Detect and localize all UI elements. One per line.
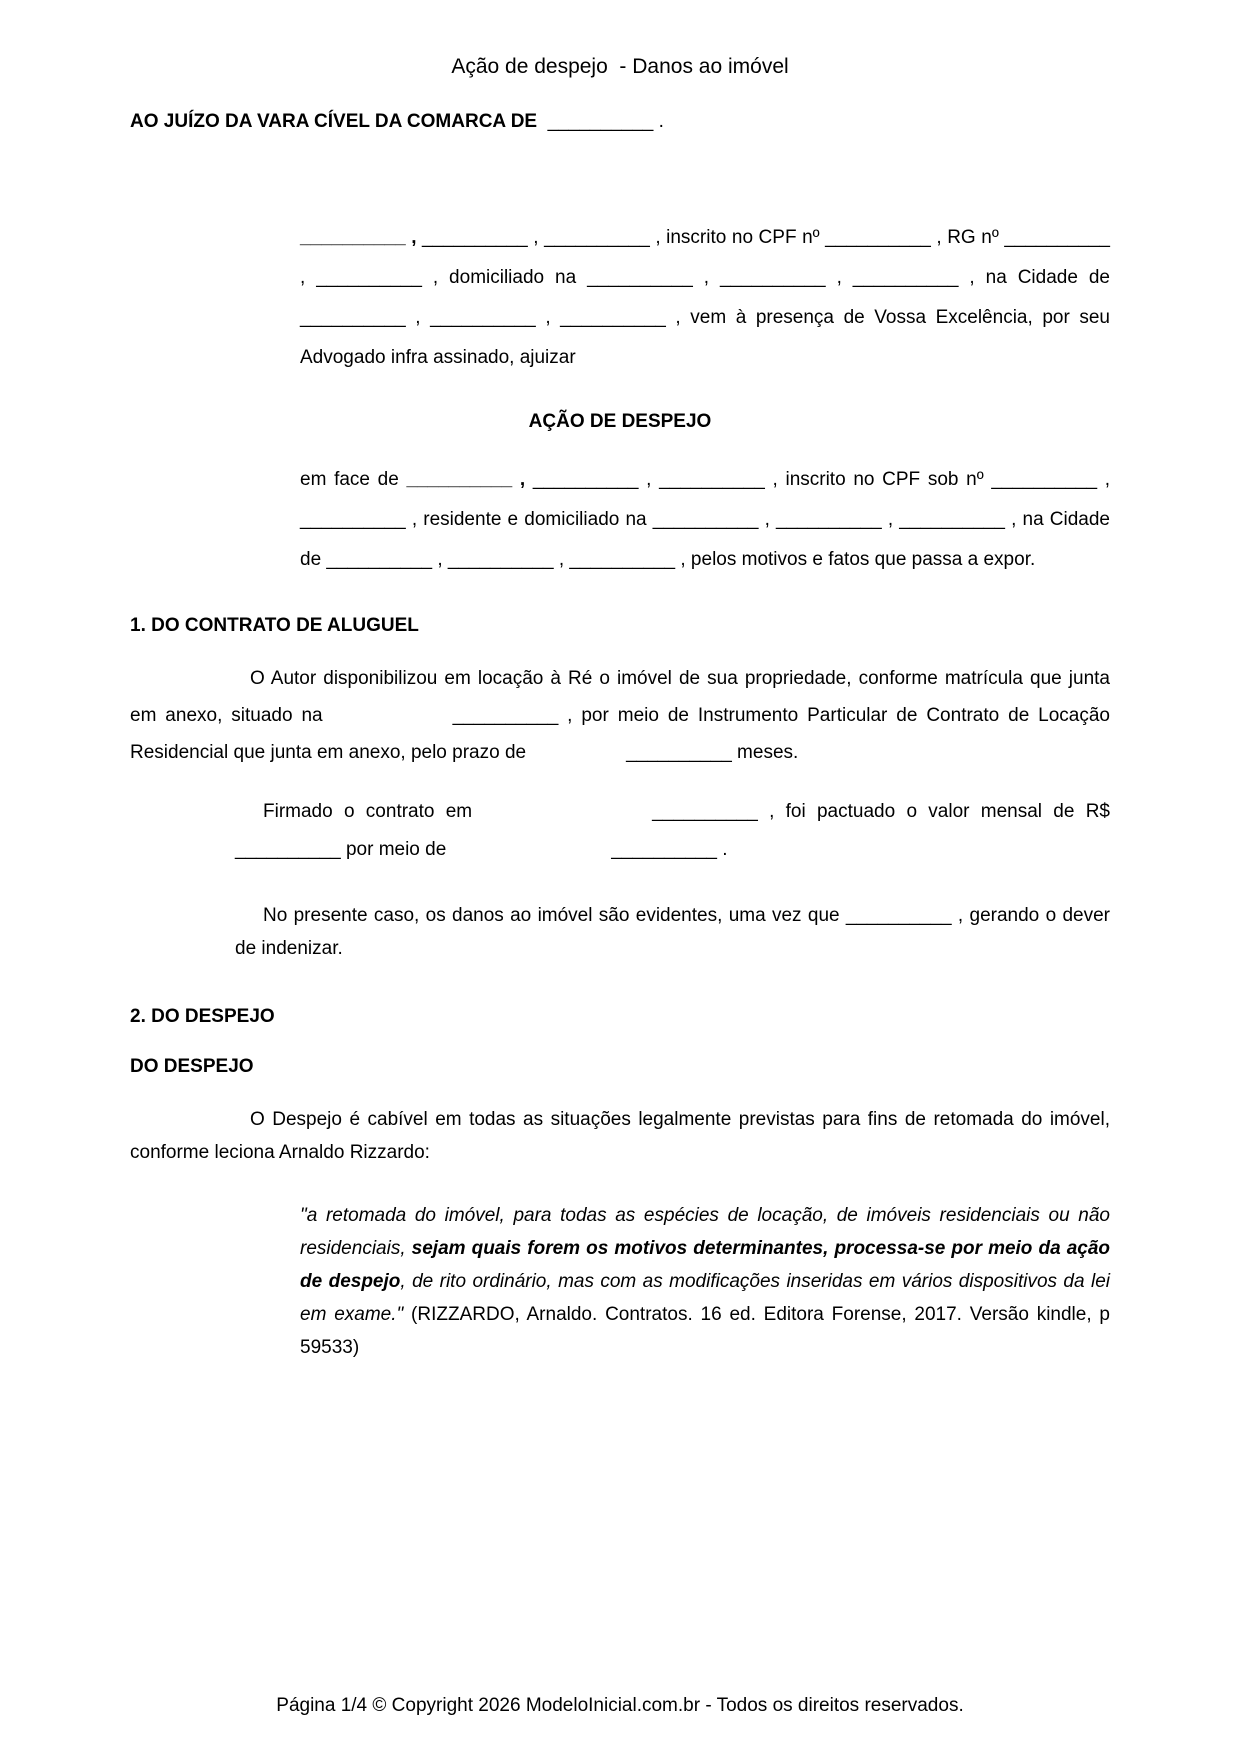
section-1-heading: 1. DO CONTRATO DE ALUGUEL (130, 615, 419, 636)
defendant-qualification-paragraph (300, 460, 1110, 580)
court-addressing-label: AO JUÍZO DA VARA CÍVEL DA COMARCA DE (130, 111, 538, 132)
contract-paragraph-text-c: __________ meses. (626, 742, 799, 763)
tab-gap (446, 854, 611, 855)
section-2-heading: 2. DO DESPEJO (130, 1006, 275, 1027)
contract-date-paragraph (235, 793, 1110, 869)
court-addressing-heading (130, 110, 1110, 134)
section-2-subheading: DO DESPEJO (130, 1056, 254, 1077)
despejo-intro-paragraph: O Despejo é cabível em todas as situações legalmente previstas para fins de retomada do imóvel, conforme leciona Arnaldo Rizzardo: (130, 1109, 1110, 1163)
quote-text-emphasis: sejam quais forem os motivos determinantes, processa-se por meio da ação de despejo (300, 1238, 1111, 1292)
page-footer: Página 1/4 © Copyright 2026 ModeloInicial.com.br - Todos os direitos reservados. (276, 1695, 964, 1716)
defendant-intro-text: em face de (300, 469, 407, 490)
defendant-name-blank: __________ , (406, 469, 526, 490)
doctrine-quote (300, 1199, 1110, 1364)
damages-paragraph: No presente caso, os danos ao imóvel são evidentes, uma vez que __________ , gerando o dever de indenizar. (235, 905, 1110, 959)
contract-paragraph-text-b: __________ , por meio de Instrumento Particular de Contrato de Locação Residencial que junta em anexo, pelo prazo de (130, 705, 1111, 763)
author-name-blank: __________ , (300, 227, 417, 248)
contract-date-text-a: Firmado o contrato em (263, 801, 473, 822)
quote-text-start: "a retomada do imóvel, para todas as espécies de locação, de imóveis residenciais ou não residenciais, (300, 1205, 1110, 1259)
defendant-qualification-text: __________ , __________ , inscrito no CPF sob nº __________ , __________ , residente e domiciliado na __________ , __________ , __________ , na Cidade de __________ , __________ , __________ , pelos motivos e fatos que passa a expor. (300, 469, 1110, 570)
tab-gap (526, 757, 626, 758)
contract-paragraph-text-a: O Autor disponibilizou em locação à Ré o imóvel de sua propriedade, conforme matrícula que junta em anexo, situado na (130, 668, 1110, 726)
quote-citation: (RIZZARDO, Arnaldo. Contratos. 16 ed. Editora Forense, 2017. Versão kindle, p 59533) (300, 1304, 1110, 1358)
author-qualification-paragraph (300, 218, 1110, 378)
document-title: Ação de despejo - Danos ao imóvel (451, 55, 789, 78)
tab-gap (323, 720, 453, 721)
contract-date-text-b: __________ , foi pactuado o valor mensal de R$ __________ por meio de (235, 801, 1110, 860)
court-addressing-blank: __________ . (537, 111, 664, 132)
action-title: AÇÃO DE DESPEJO (528, 411, 712, 432)
contract-paragraph (130, 660, 1110, 771)
contract-date-text-c: __________ . (611, 839, 728, 860)
author-qualification-text: __________ , __________ , inscrito no CPF nº __________ , RG nº __________ , __________ , domiciliado na __________ , __________ , __________ , na Cidade de __________ , __________ , __________ , vem à presença de Vossa Excelência, por seu Advogado infra assinado, ajuizar (300, 227, 1110, 368)
quote-text-end: , de rito ordinário, mas com as modificações inseridas em vários dispositivos da lei em exame." (300, 1271, 1110, 1325)
tab-gap (472, 816, 652, 817)
